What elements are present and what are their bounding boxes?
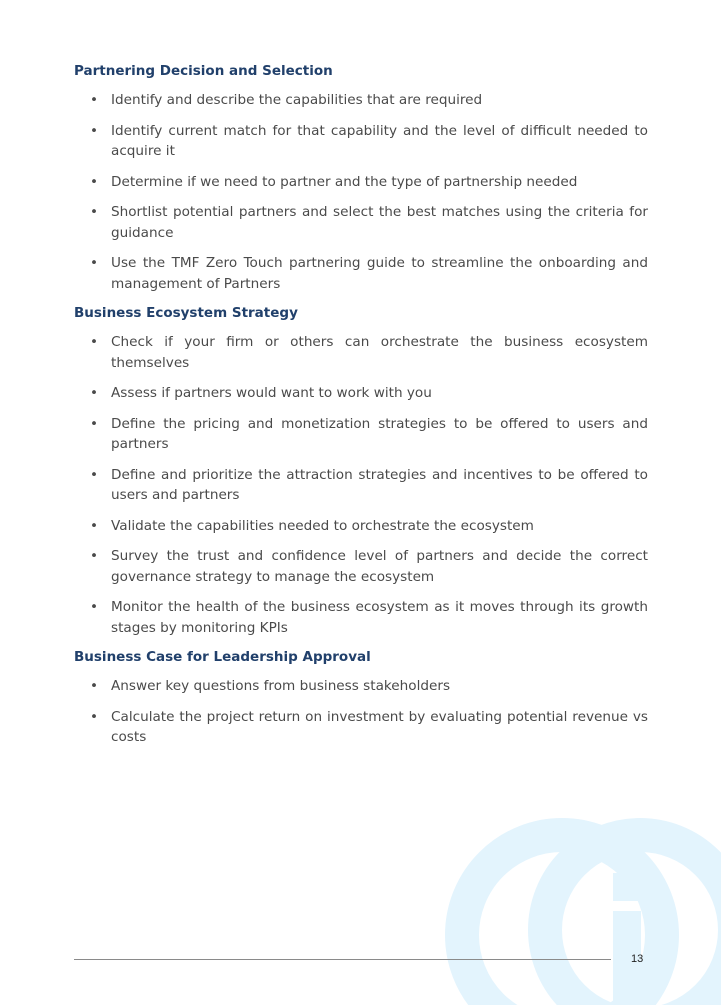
bullet-icon: •: [90, 548, 99, 564]
bullet-icon: •: [90, 466, 99, 483]
bullet-icon: •: [90, 255, 99, 271]
section-title: Business Ecosystem Strategy: [74, 305, 298, 321]
bullet-icon: •: [90, 678, 99, 694]
list-item: • Define and prioritize the attraction strategies and incentives to be offered to users and partners: [90, 466, 648, 503]
page-number: 13: [631, 953, 644, 965]
bullet-icon: •: [90, 708, 99, 725]
list-item: • Assess if partners would want to work with you: [74, 383, 648, 404]
bullet-icon: •: [90, 204, 99, 220]
watermark-logo-icon: [440, 805, 721, 1005]
bullet-icon: •: [90, 334, 99, 350]
footer-divider: [74, 959, 611, 960]
list-item: • Validate the capabilities needed to orchestrate the ecosystem: [74, 516, 648, 537]
list-item: • Answer key questions from business stakeholders: [74, 676, 648, 697]
page-content: [74, 62, 648, 758]
list-item: • Shortlist potential partners and select the best matches using the criteria for guidance: [90, 204, 648, 241]
section-title: Partnering Decision and Selection: [74, 63, 333, 79]
bullet-icon: •: [90, 415, 99, 432]
list-item: • Survey the trust and confidence level of partners and decide the correct governance strategy to manage the ecosystem: [90, 548, 648, 585]
list-item: • Monitor the health of the business ecosystem as it moves through its growth stages by monitoring KPIs: [90, 599, 648, 636]
bullet-icon: •: [90, 599, 99, 615]
bullet-icon: •: [90, 92, 99, 108]
bullet-list: [74, 332, 648, 638]
bullet-icon: •: [90, 517, 99, 534]
list-item: • Calculate the project return on investment by evaluating potential revenue vs costs: [90, 708, 648, 745]
bullet-icon: •: [90, 385, 99, 401]
section-business-case: [74, 648, 648, 748]
bullet-list: [74, 676, 648, 748]
list-item: • Determine if we need to partner and the type of partnership needed: [74, 172, 648, 193]
section-ecosystem: [74, 304, 648, 638]
section-title: Business Case for Leadership Approval: [74, 649, 371, 665]
section-partnering: [74, 62, 648, 294]
bullet-icon: •: [90, 173, 99, 190]
bullet-list: [74, 90, 648, 294]
list-item: • Use the TMF Zero Touch partnering guide to streamline the onboarding and management of Partners: [90, 255, 648, 292]
list-item: • Check if your firm or others can orchestrate the business ecosystem themselves: [90, 334, 648, 371]
bullet-icon: •: [90, 122, 99, 139]
list-item: • Identify and describe the capabilities that are required: [74, 90, 648, 111]
list-item: • Define the pricing and monetization strategies to be offered to users and partners: [90, 415, 648, 452]
list-item: • Identify current match for that capability and the level of difficult needed to acquire it: [90, 122, 648, 159]
